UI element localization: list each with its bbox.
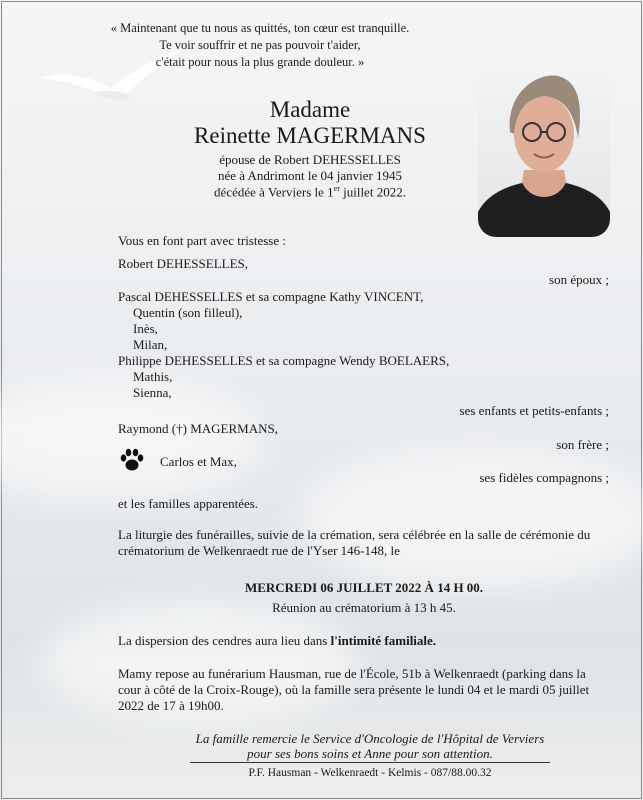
pets-names: Carlos et Max, bbox=[160, 454, 237, 469]
death-sup: er bbox=[333, 184, 340, 193]
dispersion-text: La dispersion des cendres aura lieu dans bbox=[118, 633, 331, 648]
grandchild-line: Mathis, bbox=[133, 369, 173, 384]
grandchild-line: Inès, bbox=[133, 321, 158, 336]
dispersion-bold: l'intimité familiale. bbox=[330, 633, 437, 648]
grandchild-line: Milan, bbox=[133, 337, 168, 352]
death-suffix: juillet 2022. bbox=[339, 184, 406, 200]
child-line: Pascal DEHESSELLES et sa compagne Kathy VINCENT, bbox=[118, 289, 424, 304]
liturgy-line: crématorium de Welkenraedt rue de l'Yser 146-148, le bbox=[118, 543, 400, 558]
thanks-line: La famille remercie le Service d'Oncologie de l'Hôpital de Verviers bbox=[195, 731, 545, 746]
undertaker-info: P.F. Hausman - Welkenraedt - Kelmis - 087/88.00.32 bbox=[248, 767, 492, 779]
death-line bbox=[150, 184, 470, 200]
grandchild-line: Quentin (son filleul), bbox=[133, 305, 243, 320]
dispersion-line bbox=[118, 633, 436, 649]
salutation: Madame bbox=[269, 97, 351, 122]
liturgy-line: La liturgie des funérailles, suivie de la crémation, sera célébrée en la salle de cérémonie du bbox=[118, 527, 591, 542]
quote-line: Te voir souffrir et ne pas pouvoir t'aider, bbox=[159, 38, 361, 52]
quote-line: c'était pour nous la plus grande douleur. » bbox=[155, 55, 365, 69]
paw-print-icon bbox=[118, 446, 146, 474]
pets-role: ses fidèles compagnons ; bbox=[479, 470, 609, 485]
thanks-line: pour ses bons soins et Anne pour son attention. bbox=[247, 746, 493, 761]
children-role: ses enfants et petits-enfants ; bbox=[459, 403, 609, 418]
birth-line: née à Andrimont le 04 janvier 1945 bbox=[217, 168, 403, 183]
child-line: Philippe DEHESSELLES et sa compagne Wendy BOELAERS, bbox=[118, 353, 450, 368]
opening-quote bbox=[100, 20, 420, 71]
spouse-line: épouse de Robert DEHESSELLES bbox=[219, 152, 401, 167]
grandchild-line: Sienna, bbox=[133, 385, 172, 400]
death-prefix: décédée à Verviers le 1 bbox=[214, 184, 334, 200]
portrait-photo bbox=[478, 62, 610, 237]
quote-line: « Maintenant que tu nous as quittés, ton cœur est tranquille. bbox=[110, 21, 410, 35]
brother-role: son frère ; bbox=[556, 437, 609, 452]
brother-name: Raymond (†) MAGERMANS, bbox=[118, 421, 278, 436]
footer-divider bbox=[190, 762, 550, 763]
families-line: et les familles apparentées. bbox=[118, 496, 259, 511]
spouse-role: son époux ; bbox=[549, 272, 609, 287]
deceased-name: Reinette MAGERMANS bbox=[194, 123, 426, 148]
intro-text: Vous en font part avec tristesse : bbox=[118, 233, 286, 248]
repose-line: 2022 de 17 à 19h00. bbox=[118, 698, 224, 713]
repose-line: Mamy repose au funérarium Hausman, rue de l'École, 51b à Welkenraedt (parking dans la bbox=[118, 666, 586, 681]
ceremony-date: MERCREDI 06 JUILLET 2022 À 14 H 00. bbox=[244, 580, 484, 595]
meeting-time: Réunion au crématorium à 13 h 45. bbox=[272, 600, 456, 615]
repose-line: cour à côté de la Croix-Rouge), où la famille sera présente le lundi 04 et le mardi 05 juillet bbox=[118, 682, 590, 697]
spouse-name: Robert DEHESSELLES, bbox=[118, 256, 248, 271]
